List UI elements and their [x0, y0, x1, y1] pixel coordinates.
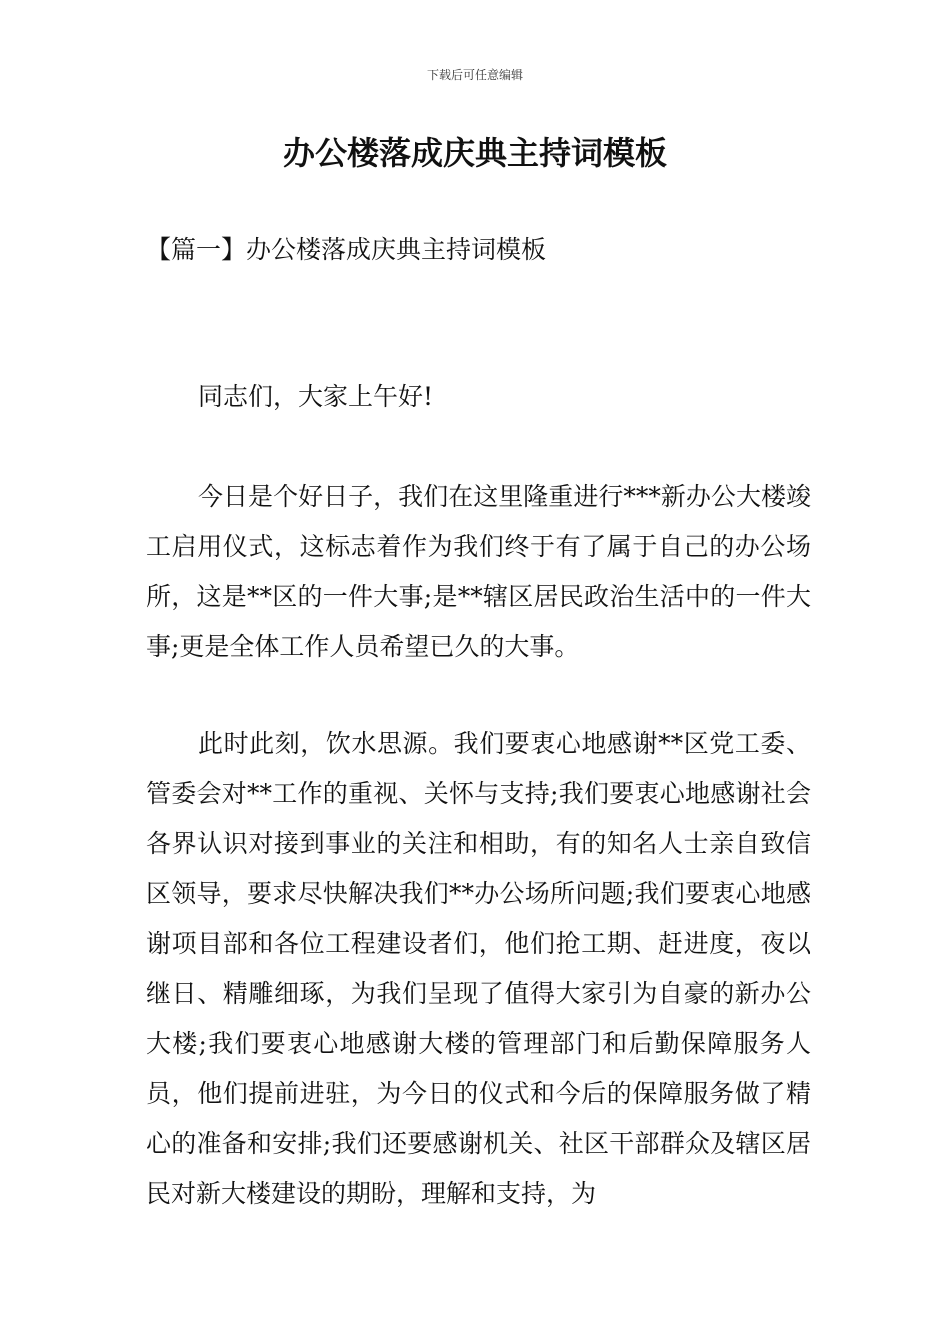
- paragraph-greeting: 同志们，大家上午好!: [198, 382, 434, 411]
- paragraph-ceremony: 今日是个好日子，我们在这里隆重进行***新办公大楼竣工启用仪式，这标志着作为我们终于有了属于自己的办公场所，这是**区的一件大事;是**辖区居民政治生活中的一件大事;更是全体工作人员希望已久的大事。: [146, 482, 811, 661]
- document-title: 办公楼落成庆典主持词模板: [282, 134, 667, 172]
- header-note: 下载后可任意编辑: [426, 68, 523, 82]
- section-heading: 【篇一】办公楼落成庆典主持词模板: [146, 235, 547, 264]
- paragraph-block: [146, 372, 811, 422]
- paragraph-block: [146, 472, 811, 672]
- paragraph-block: [146, 719, 811, 1219]
- paragraph-thanks: 此时此刻，饮水思源。我们要衷心地感谢**区党工委、管委会对**工作的重视、关怀与支持;我们要衷心地感谢社会各界认识对接到事业的关注和相助，有的知名人士亲自致信区领导，要求尽快解决我们**办公场所问题;我们要衷心地感谢项目部和各位工程建设者们，他们抢工期、赶进度，夜以继日、精雕细琢，为我们呈现了值得大家引为自豪的新办公大楼;我们要衷心地感谢大楼的管理部门和后勤保障服务人员，他们提前进驻，为今日的仪式和今后的保障服务做了精心的准备和安排;我们还要感谢机关、社区干部群众及辖区居民对新大楼建设的期盼，理解和支持，为: [146, 729, 811, 1208]
